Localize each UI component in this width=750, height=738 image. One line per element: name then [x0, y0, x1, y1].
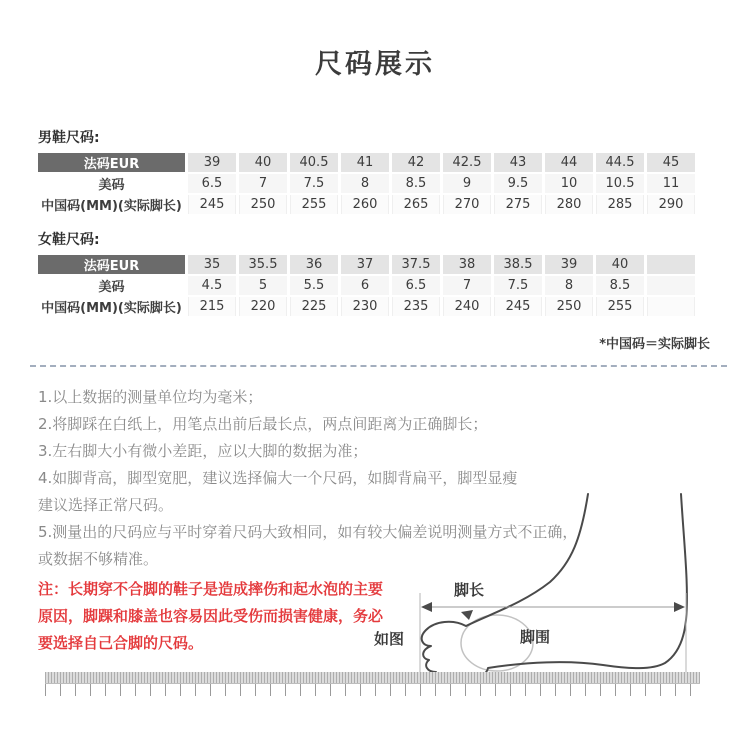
- table-cell: 270: [443, 195, 491, 214]
- note-line: 建议选择正常尺码。: [38, 496, 174, 514]
- warning-line: 要选择自己合脚的尺码。: [38, 634, 204, 652]
- table-cell: 35: [188, 255, 236, 274]
- table-cell: [647, 276, 695, 295]
- note-line: 或数据不够精准。: [38, 550, 159, 568]
- table-cell: 10.5: [596, 174, 644, 193]
- table-cell: 40: [596, 255, 644, 274]
- table-cell: 36: [290, 255, 338, 274]
- table-cell: 230: [341, 297, 389, 316]
- row-header-us: 美码: [98, 178, 125, 193]
- table-cell: 4.5: [188, 276, 236, 295]
- table-cell: 39: [545, 255, 593, 274]
- table-cell: 6.5: [392, 276, 440, 295]
- table-cell: 6: [341, 276, 389, 295]
- table-cell: 8: [545, 276, 593, 295]
- row-header-us: 美码: [98, 280, 125, 295]
- table-cell: 44: [545, 153, 593, 172]
- note-line: 2.将脚踩在白纸上，用笔点出前后最长点，两点间距离为正确脚长；: [38, 415, 488, 433]
- table-cell: 37.5: [392, 255, 440, 274]
- ruler: [45, 672, 700, 684]
- table-cell: 7.5: [290, 174, 338, 193]
- table-cell: [647, 255, 695, 274]
- table-cell: 39: [188, 153, 236, 172]
- men-section-label: 男鞋尺码:: [38, 130, 100, 146]
- table-cell: 285: [596, 195, 644, 214]
- men-size-table: [35, 151, 698, 216]
- as-shown-label: 如图: [374, 630, 405, 648]
- table-cell: 280: [545, 195, 593, 214]
- note-line: 5.测量出的尺码应与平时穿着尺码大致相同，如有较大偏差说明测量方式不正确，: [38, 523, 578, 541]
- warning-line: 注：长期穿不合脚的鞋子是造成摔伤和起水泡的主要: [38, 580, 384, 598]
- foot-girth-label: 脚围: [520, 628, 551, 646]
- table-cell: 8: [341, 174, 389, 193]
- women-size-table: [35, 253, 698, 318]
- table-cell: 6.5: [188, 174, 236, 193]
- table-cell: 7: [239, 174, 287, 193]
- table-cell: [647, 297, 695, 316]
- table-cell: 8.5: [392, 174, 440, 193]
- foot-measurement-diagram: [368, 492, 750, 697]
- row-header-cn-mm: 中国码(MM)(实际脚长): [41, 199, 182, 214]
- table-cell: 255: [596, 297, 644, 316]
- table-cell: 220: [239, 297, 287, 316]
- warning-line: 原因，脚踝和膝盖也容易因此受伤而损害健康，务必: [38, 607, 384, 625]
- table-cell: 41: [341, 153, 389, 172]
- table-cell: 42: [392, 153, 440, 172]
- table-cell: 235: [392, 297, 440, 316]
- table-cell: 260: [341, 195, 389, 214]
- table-cell: 38: [443, 255, 491, 274]
- table-row: [38, 153, 695, 172]
- page-title: 尺码展示: [315, 49, 435, 80]
- ruler-tick-marks: [45, 684, 700, 696]
- table-cell: 9.5: [494, 174, 542, 193]
- girth-arrow-icon: [461, 610, 473, 620]
- table-cell: 9: [443, 174, 491, 193]
- table-cell: 11: [647, 174, 695, 193]
- women-section-label: 女鞋尺码:: [38, 232, 100, 248]
- table-cell: 7: [443, 276, 491, 295]
- table-row: [38, 276, 695, 295]
- dashed-divider: [30, 365, 727, 367]
- table-cell: 8.5: [596, 276, 644, 295]
- table-cell: 40: [239, 153, 287, 172]
- table-cell: 245: [494, 297, 542, 316]
- note-line: 4.如脚背高，脚型宽肥，建议选择偏大一个尺码，如脚背扁平，脚型显瘦: [38, 469, 518, 487]
- foot-length-label: 脚长: [454, 581, 485, 599]
- table-cell: 250: [545, 297, 593, 316]
- table-cell: 250: [239, 195, 287, 214]
- table-cell: 38.5: [494, 255, 542, 274]
- table-cell: 37: [341, 255, 389, 274]
- table-cell: 42.5: [443, 153, 491, 172]
- table-cell: 240: [443, 297, 491, 316]
- table-row: [38, 255, 695, 274]
- table-cell: 5.5: [290, 276, 338, 295]
- table-cell: 44.5: [596, 153, 644, 172]
- table-row: [38, 174, 695, 193]
- table-cell: 275: [494, 195, 542, 214]
- note-line: 1.以上数据的测量单位均为毫米；: [38, 388, 263, 406]
- table-cell: 225: [290, 297, 338, 316]
- row-header-eur: 法码EUR: [38, 153, 185, 172]
- row-header-cn-mm: 中国码(MM)(实际脚长): [41, 301, 182, 316]
- measure-arrow-right-icon: [674, 602, 685, 612]
- table-cell: 45: [647, 153, 695, 172]
- men-size-section: [38, 127, 712, 318]
- note-line: 3.左右脚大小有微小差距，应以大脚的数据为准；: [38, 442, 368, 460]
- table-cell: 10: [545, 174, 593, 193]
- table-cell: 5: [239, 276, 287, 295]
- measure-arrow-left-icon: [421, 602, 432, 612]
- table-cell: 255: [290, 195, 338, 214]
- table-cell: 40.5: [290, 153, 338, 172]
- table-cell: 290: [647, 195, 695, 214]
- table-cell: 245: [188, 195, 236, 214]
- table-cell: 35.5: [239, 255, 287, 274]
- table-row: [38, 195, 695, 214]
- table-cell: 215: [188, 297, 236, 316]
- row-header-eur: 法码EUR: [38, 255, 185, 274]
- table-row: [38, 297, 695, 316]
- fit-warning-text: [38, 576, 388, 657]
- table-cell: 265: [392, 195, 440, 214]
- table-cell: 43: [494, 153, 542, 172]
- cn-size-footnote: *中国码＝实际脚长: [599, 337, 710, 352]
- table-cell: 7.5: [494, 276, 542, 295]
